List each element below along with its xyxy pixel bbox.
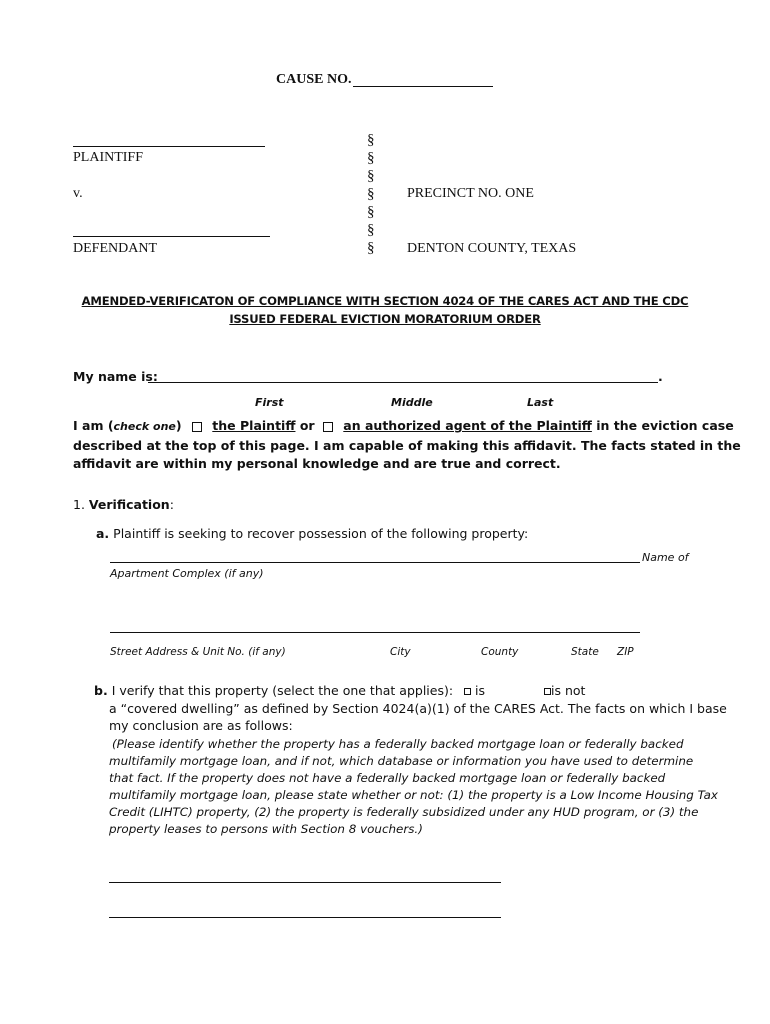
section-symbol: § (367, 222, 375, 238)
street-caption: Street Address & Unit No. (if any) (110, 646, 286, 658)
instruction-line3: that fact. If the property does not have a federally backed mortgage loan or federally backed (109, 771, 666, 785)
precinct-label: PRECINCT NO. ONE (407, 186, 534, 201)
is-not-label: is not (551, 683, 586, 698)
instruction-line5: Credit (LIHTC) property, (2) the property is federally subsidized under any HUD program, or (3) the (109, 805, 699, 819)
plaintiff-label: PLAINTIFF (73, 150, 144, 165)
plaintiff-checkbox[interactable] (192, 422, 202, 432)
middle-name-caption: Middle (391, 396, 433, 409)
zip-caption: ZIP (617, 646, 634, 658)
document-title-line2: ISSUED FEDERAL EVICTION MORATORIUM ORDER (229, 312, 541, 326)
is-label: is (474, 683, 485, 698)
name-of-caption: Name of (642, 551, 689, 564)
is-option[interactable] (464, 683, 485, 698)
verification-number: 1. (73, 497, 85, 512)
item-a-label: a. (96, 526, 110, 541)
cause-number-label (276, 72, 351, 88)
facts-field-2[interactable] (109, 917, 501, 918)
item-b-line2: a “covered dwelling” as defined by Section 4024(a)(1) of the CARES Act. The facts on which I base (109, 701, 727, 716)
defendant-label: DEFENDANT (73, 241, 157, 256)
state-caption: State (571, 646, 599, 658)
declaration-line2: described at the top of this page. I am capable of making this affidavit. The facts stated in the (73, 438, 741, 453)
or-text: or (299, 418, 315, 433)
agent-checkbox[interactable] (323, 422, 333, 432)
plaintiff-name-field[interactable] (73, 146, 265, 147)
option-plaintiff-label: the Plaintiff (212, 418, 296, 433)
declaration-line3: affidavit are within my personal knowledge and are true and correct. (73, 456, 561, 471)
cause-label-text: CAUSE NO. (276, 72, 352, 87)
first-name-caption: First (255, 396, 284, 409)
street-address-field[interactable] (110, 632, 640, 633)
last-name-caption: Last (527, 396, 554, 409)
item-b (94, 683, 453, 698)
declaration-line1-rest: in the eviction case (596, 418, 734, 433)
instruction-line6: property leases to persons with Section 8 vouchers.) (109, 822, 423, 836)
item-b-text: I verify that this property (select the one that applies): (111, 683, 454, 698)
county-caption: County (481, 646, 519, 658)
name-label: My name is: (73, 369, 158, 384)
versus-label: v. (73, 186, 83, 201)
option-agent-label: an authorized agent of the Plaintiff (343, 418, 592, 433)
item-b-line3: my conclusion are as follows: (109, 718, 293, 733)
section-symbol: § (367, 168, 375, 184)
item-a (96, 526, 528, 541)
is-checkbox[interactable] (464, 688, 471, 695)
check-one-text: check one (113, 420, 176, 433)
instruction-line2: multifamily mortgage loan, and if not, which database or information you have used to determine (109, 754, 694, 768)
item-a-text: Plaintiff is seeking to recover possession of the following property: (113, 526, 529, 541)
section-symbol: § (367, 132, 375, 148)
instruction-line4: multifamily mortgage loan, please state whether or not: (1) the property is a Low Income Housing Tax (109, 788, 718, 802)
i-am-text: I am ( (73, 418, 114, 433)
apartment-complex-field[interactable] (110, 562, 640, 563)
item-b-label: b. (94, 683, 108, 698)
is-not-checkbox[interactable] (544, 688, 551, 695)
city-caption: City (390, 646, 411, 658)
county-label: DENTON COUNTY, TEXAS (407, 241, 577, 256)
verification-title: Verification (88, 497, 170, 512)
verification-heading (73, 497, 174, 512)
section-symbol: § (367, 150, 375, 166)
section-symbol: § (367, 204, 375, 220)
declaration-line1 (73, 418, 734, 433)
paren-close: ) (175, 418, 182, 433)
instruction-line1: (Please identify whether the property has a federally backed mortgage loan or federally backed (112, 737, 684, 751)
cause-number-field[interactable] (353, 86, 493, 87)
name-period: . (658, 369, 663, 384)
apartment-complex-caption: Apartment Complex (if any) (110, 567, 264, 580)
is-not-option[interactable] (544, 683, 585, 698)
section-symbol: § (367, 240, 375, 256)
facts-field-1[interactable] (109, 882, 501, 883)
document-title-line1: AMENDED-VERIFICATON OF COMPLIANCE WITH SECTION 4024 OF THE CARES ACT AND THE CDC (81, 294, 689, 308)
name-field[interactable] (148, 382, 658, 383)
verification-colon: : (169, 497, 174, 512)
section-symbol: § (367, 186, 375, 202)
defendant-name-field[interactable] (73, 236, 270, 237)
